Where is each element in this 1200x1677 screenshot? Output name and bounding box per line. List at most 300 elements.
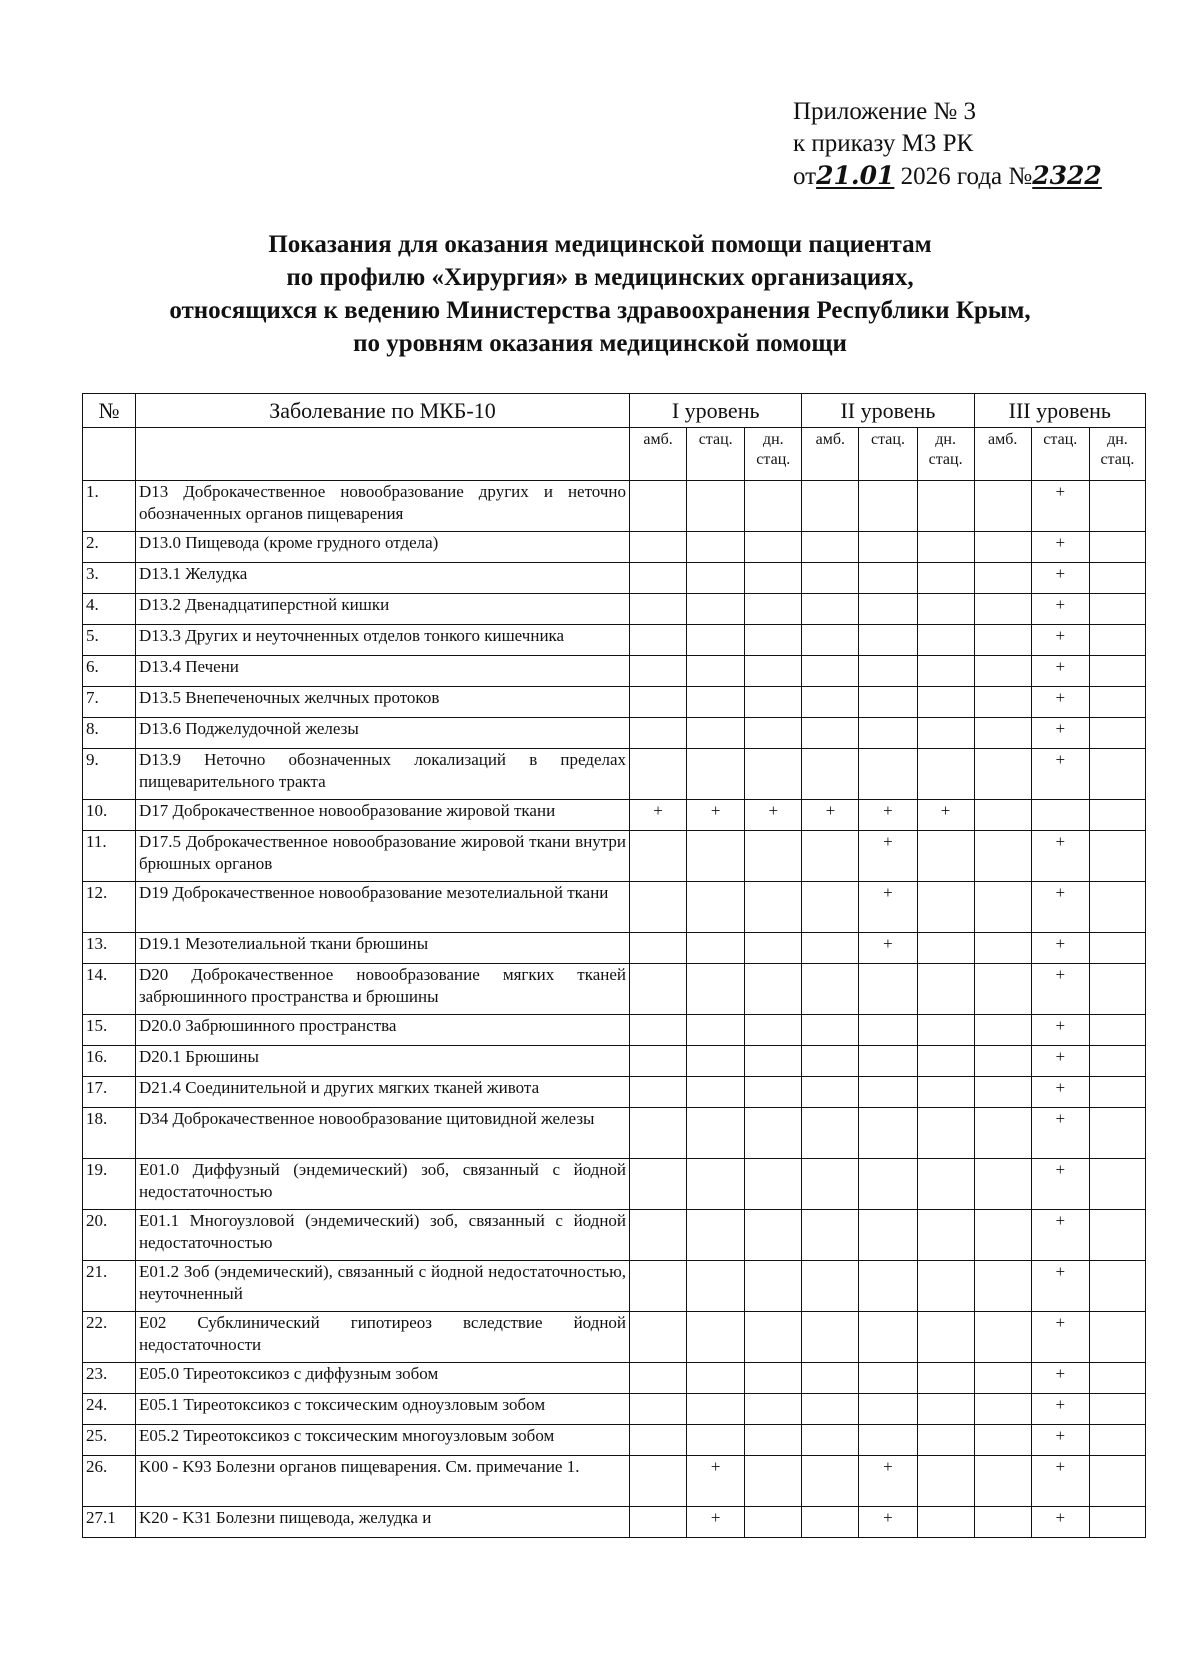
mark-cell: +: [1031, 831, 1089, 882]
mark-cell: [802, 625, 859, 656]
mark-cell: +: [917, 800, 974, 831]
row-number: 23.: [83, 1363, 136, 1394]
mark-cell: [630, 964, 687, 1015]
mark-cell: +: [1031, 749, 1089, 800]
mark-cell: [745, 831, 802, 882]
disease-name: D17 Доброкачественное новообразование жировой ткани: [135, 800, 629, 831]
mark-cell: [1089, 964, 1145, 1015]
mark-cell: +: [745, 800, 802, 831]
mark-cell: [687, 1046, 745, 1077]
mark-cell: [630, 1425, 687, 1456]
mark-cell: +: [1031, 532, 1089, 563]
table-row: [83, 687, 1146, 718]
mark-cell: [687, 687, 745, 718]
mark-cell: +: [1031, 563, 1089, 594]
mark-cell: [917, 749, 974, 800]
row-number: 5.: [83, 625, 136, 656]
mark-cell: [917, 481, 974, 532]
mark-cell: [917, 1210, 974, 1261]
mark-cell: [859, 1108, 917, 1159]
mark-cell: [687, 1394, 745, 1425]
mark-cell: [802, 1394, 859, 1425]
mark-cell: [802, 1015, 859, 1046]
table-row: [83, 481, 1146, 532]
mark-cell: +: [1031, 1363, 1089, 1394]
mark-cell: +: [859, 882, 917, 933]
mark-cell: [802, 718, 859, 749]
mark-cell: [1089, 882, 1145, 933]
disease-name: D13.1 Желудка: [135, 563, 629, 594]
table-row: [83, 933, 1146, 964]
mark-cell: [745, 1312, 802, 1363]
mark-cell: [1089, 594, 1145, 625]
mark-cell: [630, 1015, 687, 1046]
mark-cell: +: [859, 933, 917, 964]
row-number: 1.: [83, 481, 136, 532]
row-number: 6.: [83, 656, 136, 687]
subheader-stac: стац.: [859, 428, 917, 481]
table-row: [83, 1394, 1146, 1425]
subheader-day-stac: дн. стац.: [1089, 428, 1145, 481]
mark-cell: +: [1031, 1425, 1089, 1456]
mark-cell: [917, 532, 974, 563]
mark-cell: [974, 1108, 1031, 1159]
disease-name: E01.2 Зоб (эндемический), связанный с йодной недостаточностью, неуточненный: [135, 1261, 629, 1312]
mark-cell: [687, 656, 745, 687]
mark-cell: [745, 563, 802, 594]
row-number: 4.: [83, 594, 136, 625]
mark-cell: [802, 882, 859, 933]
approval-block: [793, 96, 1102, 193]
mark-cell: +: [1031, 625, 1089, 656]
disease-name: D20.0 Забрюшинного пространства: [135, 1015, 629, 1046]
mark-cell: +: [859, 1507, 917, 1538]
mark-cell: [687, 882, 745, 933]
mark-cell: [859, 718, 917, 749]
mark-cell: [974, 1507, 1031, 1538]
disease-name: D19.1 Мезотелиальной ткани брюшины: [135, 933, 629, 964]
disease-name: D13.5 Внепеченочных желчных протоков: [135, 687, 629, 718]
mark-cell: [1089, 656, 1145, 687]
mark-cell: [917, 1261, 974, 1312]
disease-name: D13.3 Других и неуточненных отделов тонкого кишечника: [135, 625, 629, 656]
disease-name: E02 Субклинический гипотиреоз вследствие йодной недостаточности: [135, 1312, 629, 1363]
mark-cell: [630, 594, 687, 625]
mark-cell: [687, 1363, 745, 1394]
mark-cell: [974, 1363, 1031, 1394]
mark-cell: [687, 594, 745, 625]
mark-cell: [687, 964, 745, 1015]
mark-cell: [630, 625, 687, 656]
mark-cell: [1089, 1312, 1145, 1363]
mark-cell: [687, 563, 745, 594]
mark-cell: [687, 1261, 745, 1312]
table-row: [83, 1210, 1146, 1261]
mark-cell: [1089, 532, 1145, 563]
mark-cell: [687, 1210, 745, 1261]
mark-cell: [630, 1363, 687, 1394]
mark-cell: +: [1031, 656, 1089, 687]
mark-cell: [917, 1077, 974, 1108]
row-number: 9.: [83, 749, 136, 800]
mark-cell: [974, 1210, 1031, 1261]
row-number: 21.: [83, 1261, 136, 1312]
mark-cell: [802, 1210, 859, 1261]
mark-cell: [1089, 481, 1145, 532]
disease-name: D17.5 Доброкачественное новообразование жировой ткани внутри брюшных органов: [135, 831, 629, 882]
subheader-stac: стац.: [1031, 428, 1089, 481]
mark-cell: [859, 1015, 917, 1046]
mark-cell: [974, 1456, 1031, 1507]
disease-name: D34 Доброкачественное новообразование щитовидной железы: [135, 1108, 629, 1159]
row-number: 14.: [83, 964, 136, 1015]
disease-name: E01.0 Диффузный (эндемический) зоб, связанный с йодной недостаточностью: [135, 1159, 629, 1210]
mark-cell: [974, 1312, 1031, 1363]
mark-cell: [859, 594, 917, 625]
mark-cell: [859, 687, 917, 718]
mark-cell: [745, 687, 802, 718]
mark-cell: [1089, 831, 1145, 882]
order-line: к приказу МЗ РК: [793, 130, 974, 157]
row-number: 16.: [83, 1046, 136, 1077]
mark-cell: +: [1031, 687, 1089, 718]
table-row: [83, 625, 1146, 656]
mark-cell: [687, 1159, 745, 1210]
row-number: 15.: [83, 1015, 136, 1046]
mark-cell: [1089, 1261, 1145, 1312]
table-row: [83, 1507, 1146, 1538]
mark-cell: [745, 625, 802, 656]
disease-name: E05.1 Тиреотоксикоз с токсическим одноузловым зобом: [135, 1394, 629, 1425]
mark-cell: [687, 831, 745, 882]
subheader-amb: амб.: [630, 428, 687, 481]
mark-cell: [859, 1261, 917, 1312]
mark-cell: [630, 563, 687, 594]
table-row: [83, 1077, 1146, 1108]
disease-name: D13.9 Неточно обозначенных локализаций в пределах пищеварительного тракта: [135, 749, 629, 800]
disease-name: D21.4 Соединительной и других мягких тканей живота: [135, 1077, 629, 1108]
mark-cell: [917, 1363, 974, 1394]
disease-name: D20 Доброкачественное новообразование мягких тканей забрюшинного пространства и брюшины: [135, 964, 629, 1015]
mark-cell: [974, 1077, 1031, 1108]
mark-cell: [630, 718, 687, 749]
mark-cell: [687, 625, 745, 656]
mark-cell: [917, 964, 974, 1015]
row-number: 25.: [83, 1425, 136, 1456]
disease-name: D13.6 Поджелудочной железы: [135, 718, 629, 749]
mark-cell: [687, 1015, 745, 1046]
mark-cell: [802, 964, 859, 1015]
mark-cell: +: [1031, 1015, 1089, 1046]
table-row: [83, 964, 1146, 1015]
mark-cell: [974, 1015, 1031, 1046]
mark-cell: [974, 718, 1031, 749]
mark-cell: [802, 656, 859, 687]
mark-cell: +: [1031, 882, 1089, 933]
mark-cell: [802, 687, 859, 718]
mark-cell: [802, 1108, 859, 1159]
mark-cell: +: [687, 800, 745, 831]
mark-cell: [630, 1077, 687, 1108]
table-row: [83, 532, 1146, 563]
mark-cell: [859, 1425, 917, 1456]
handwritten-date: 21.01: [816, 161, 895, 190]
mark-cell: [1031, 800, 1089, 831]
mark-cell: [859, 749, 917, 800]
row-number: 24.: [83, 1394, 136, 1425]
mark-cell: [1089, 1394, 1145, 1425]
appendix-line: Приложение № 3: [793, 98, 977, 125]
mark-cell: +: [630, 800, 687, 831]
mark-cell: [1089, 749, 1145, 800]
mark-cell: +: [859, 831, 917, 882]
table-row: [83, 882, 1146, 933]
table-row: [83, 1363, 1146, 1394]
mark-cell: [974, 1159, 1031, 1210]
mark-cell: [974, 964, 1031, 1015]
mark-cell: [745, 1261, 802, 1312]
mark-cell: [630, 656, 687, 687]
disease-name: D13.0 Пищевода (кроме грудного отдела): [135, 532, 629, 563]
mark-cell: [859, 563, 917, 594]
row-number: 7.: [83, 687, 136, 718]
mark-cell: [859, 964, 917, 1015]
mark-cell: [745, 1046, 802, 1077]
mark-cell: [917, 563, 974, 594]
table-row: [83, 1425, 1146, 1456]
mark-cell: [917, 1015, 974, 1046]
mark-cell: [917, 1394, 974, 1425]
mark-cell: [630, 1261, 687, 1312]
mark-cell: [859, 532, 917, 563]
mark-cell: [745, 481, 802, 532]
title-line-2: по профилю «Хирургия» в медицинских организациях,: [286, 264, 914, 291]
mark-cell: [745, 1108, 802, 1159]
subheader-stac: стац.: [687, 428, 745, 481]
mark-cell: [917, 1507, 974, 1538]
date-prefix: от: [793, 163, 817, 190]
mark-cell: [745, 1015, 802, 1046]
mark-cell: [687, 1425, 745, 1456]
header-number: №: [83, 394, 136, 428]
mark-cell: [917, 718, 974, 749]
mark-cell: [630, 1507, 687, 1538]
mark-cell: [917, 1312, 974, 1363]
mark-cell: [1089, 1159, 1145, 1210]
mark-cell: [630, 1159, 687, 1210]
mark-cell: [974, 563, 1031, 594]
mark-cell: +: [687, 1456, 745, 1507]
row-number: 3.: [83, 563, 136, 594]
mark-cell: [1089, 933, 1145, 964]
mark-cell: [687, 1108, 745, 1159]
row-number: 26.: [83, 1456, 136, 1507]
mark-cell: [859, 656, 917, 687]
mark-cell: [802, 1312, 859, 1363]
mark-cell: [630, 481, 687, 532]
row-number: 20.: [83, 1210, 136, 1261]
mark-cell: +: [859, 1456, 917, 1507]
mark-cell: [974, 1261, 1031, 1312]
mark-cell: [745, 1425, 802, 1456]
table-row: [83, 831, 1146, 882]
table-row: [83, 1108, 1146, 1159]
disease-name: D13 Доброкачественное новообразование других и неточно обозначенных органов пищеварения: [135, 481, 629, 532]
disease-name: D20.1 Брюшины: [135, 1046, 629, 1077]
mark-cell: [1089, 1507, 1145, 1538]
mark-cell: [859, 1210, 917, 1261]
mark-cell: [802, 1456, 859, 1507]
mark-cell: +: [1031, 481, 1089, 532]
mark-cell: [802, 1077, 859, 1108]
mark-cell: +: [1031, 1046, 1089, 1077]
mark-cell: [1089, 563, 1145, 594]
mark-cell: +: [1031, 964, 1089, 1015]
mark-cell: [859, 1363, 917, 1394]
mark-cell: [917, 687, 974, 718]
mark-cell: [974, 1046, 1031, 1077]
mark-cell: +: [1031, 1507, 1089, 1538]
mark-cell: [917, 1456, 974, 1507]
mark-cell: +: [859, 800, 917, 831]
disease-name: K00 - K93 Болезни органов пищеварения. См. примечание 1.: [135, 1456, 629, 1507]
row-number: 19.: [83, 1159, 136, 1210]
disease-name: E05.2 Тиреотоксикоз с токсическим многоузловым зобом: [135, 1425, 629, 1456]
header-level-2: II уровень: [802, 394, 974, 428]
mark-cell: [802, 1507, 859, 1538]
mark-cell: +: [1031, 933, 1089, 964]
table-row: [83, 718, 1146, 749]
mark-cell: [859, 1077, 917, 1108]
table-row: [83, 1159, 1146, 1210]
disease-name: D19 Доброкачественное новообразование мезотелиальной ткани: [135, 882, 629, 933]
mark-cell: [745, 1210, 802, 1261]
table-row: [83, 749, 1146, 800]
mark-cell: [917, 1425, 974, 1456]
mark-cell: [745, 933, 802, 964]
mark-cell: [802, 563, 859, 594]
table-row: [83, 1312, 1146, 1363]
mark-cell: [802, 481, 859, 532]
mark-cell: [745, 1507, 802, 1538]
row-number: 22.: [83, 1312, 136, 1363]
table-row: [83, 800, 1146, 831]
mark-cell: [974, 749, 1031, 800]
mark-cell: [687, 718, 745, 749]
mark-cell: [917, 933, 974, 964]
document-title: [0, 228, 1200, 360]
mark-cell: [917, 831, 974, 882]
subheader-amb: амб.: [802, 428, 859, 481]
mark-cell: [917, 1046, 974, 1077]
row-number: 2.: [83, 532, 136, 563]
mark-cell: [745, 749, 802, 800]
mark-cell: +: [687, 1507, 745, 1538]
header-level-3: III уровень: [974, 394, 1145, 428]
mark-cell: [745, 1159, 802, 1210]
mark-cell: [687, 749, 745, 800]
disease-name: K20 - K31 Болезни пищевода, желудка и: [135, 1507, 629, 1538]
header-level-1: I уровень: [630, 394, 802, 428]
mark-cell: [1089, 625, 1145, 656]
mark-cell: [745, 1456, 802, 1507]
mark-cell: [1089, 687, 1145, 718]
row-number: 11.: [83, 831, 136, 882]
mark-cell: [630, 1312, 687, 1363]
mark-cell: [974, 800, 1031, 831]
disease-name: D13.2 Двенадцатиперстной кишки: [135, 594, 629, 625]
mark-cell: [745, 1077, 802, 1108]
mark-cell: [974, 594, 1031, 625]
table-row: [83, 1046, 1146, 1077]
mark-cell: [745, 964, 802, 1015]
mark-cell: +: [1031, 1077, 1089, 1108]
table-row: [83, 1015, 1146, 1046]
subheader-day-stac: дн. стац.: [745, 428, 802, 481]
mark-cell: [1089, 1210, 1145, 1261]
header-blank: [83, 428, 136, 481]
mark-cell: [630, 1108, 687, 1159]
mark-cell: [1089, 1456, 1145, 1507]
mark-cell: +: [1031, 1261, 1089, 1312]
mark-cell: +: [1031, 594, 1089, 625]
mark-cell: [1089, 1363, 1145, 1394]
mark-cell: [1089, 800, 1145, 831]
mark-cell: [917, 656, 974, 687]
mark-cell: [974, 1425, 1031, 1456]
mark-cell: [687, 1077, 745, 1108]
mark-cell: [1089, 1077, 1145, 1108]
mark-cell: [1089, 1015, 1145, 1046]
row-number: 18.: [83, 1108, 136, 1159]
mark-cell: [745, 594, 802, 625]
mark-cell: [687, 481, 745, 532]
mark-cell: +: [1031, 1210, 1089, 1261]
mark-cell: [802, 1425, 859, 1456]
row-number: 27.1: [83, 1507, 136, 1538]
mark-cell: [630, 882, 687, 933]
mark-cell: [802, 532, 859, 563]
mark-cell: [974, 1394, 1031, 1425]
mark-cell: [974, 933, 1031, 964]
subheader-day-stac: дн. стац.: [917, 428, 974, 481]
mark-cell: +: [802, 800, 859, 831]
mark-cell: [687, 532, 745, 563]
mark-cell: [802, 831, 859, 882]
mark-cell: [630, 1046, 687, 1077]
mark-cell: [917, 594, 974, 625]
mark-cell: [974, 656, 1031, 687]
mark-cell: [745, 656, 802, 687]
mark-cell: +: [1031, 1394, 1089, 1425]
mark-cell: [1089, 1108, 1145, 1159]
row-number: 13.: [83, 933, 136, 964]
row-number: 10.: [83, 800, 136, 831]
year-text: 2026 года №: [900, 163, 1033, 190]
title-line-1: Показания для оказания медицинской помощи пациентам: [268, 231, 932, 258]
handwritten-number: 2322: [1032, 161, 1102, 190]
mark-cell: [745, 882, 802, 933]
header-blank: [135, 428, 629, 481]
mark-cell: [630, 687, 687, 718]
table-row: [83, 1261, 1146, 1312]
title-line-4: по уровням оказания медицинской помощи: [353, 330, 847, 357]
mark-cell: [859, 1394, 917, 1425]
mark-cell: [802, 1363, 859, 1394]
mark-cell: [745, 532, 802, 563]
mark-cell: [630, 532, 687, 563]
title-line-3: относящихся к ведению Министерства здравоохранения Республики Крым,: [169, 297, 1031, 324]
